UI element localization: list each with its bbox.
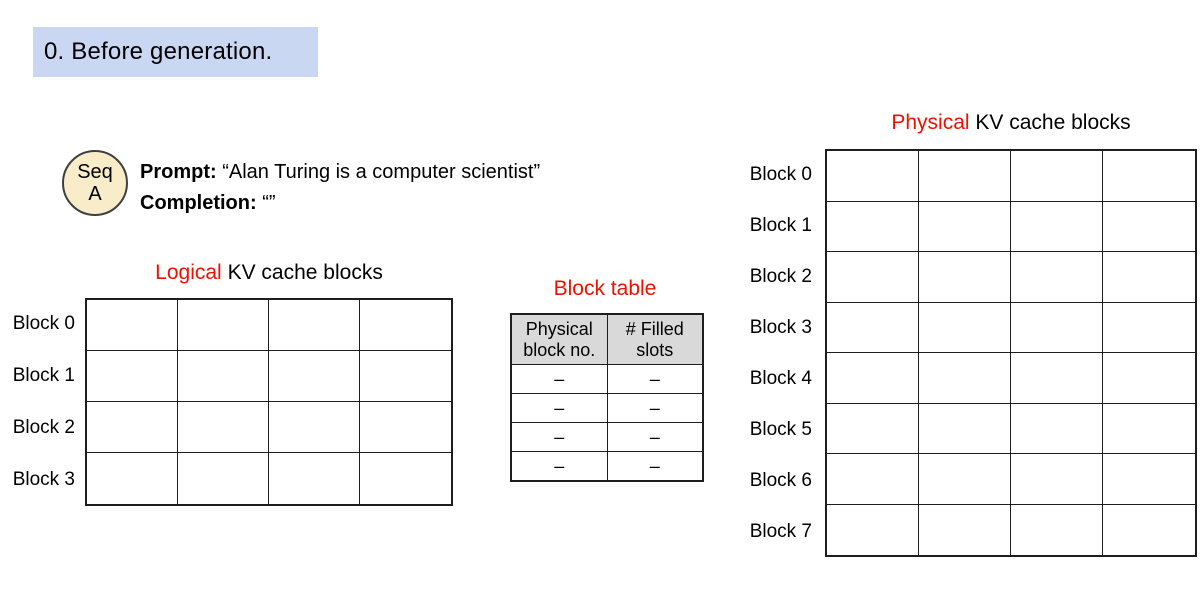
kv-cell (360, 402, 451, 453)
logical-title-accent: Logical (155, 261, 222, 284)
page-title: 0. Before generation. (33, 27, 318, 77)
row-label: Block 7 (749, 520, 812, 542)
physical-kv-grid (825, 149, 1197, 557)
kv-cell (1011, 505, 1103, 556)
kv-cell (919, 151, 1011, 202)
block-table-cell: – (511, 394, 607, 423)
kv-cell (87, 351, 178, 402)
kv-cell (1103, 454, 1195, 505)
logical-kv-grid (85, 298, 453, 506)
block-table-body (511, 365, 703, 482)
kv-cell (919, 353, 1011, 404)
kv-cell (827, 505, 919, 556)
kv-cell (1103, 505, 1195, 556)
physical-row-labels (715, 149, 812, 557)
physical-title-accent: Physical (891, 111, 970, 134)
prompt-block (140, 157, 540, 219)
kv-cell (827, 252, 919, 303)
kv-cell (1011, 202, 1103, 253)
kv-cell (1103, 151, 1195, 202)
sequence-badge-bottom: A (88, 183, 102, 205)
kv-cell (827, 404, 919, 455)
block-table-header-filled: # Filled slots (607, 314, 703, 365)
kv-cell (1011, 404, 1103, 455)
block-table-row (511, 394, 703, 423)
block-table-cell: – (607, 394, 703, 423)
kv-cell (919, 252, 1011, 303)
logical-row-labels (0, 298, 75, 506)
block-table-header-row (511, 314, 703, 365)
kv-cell (87, 453, 178, 504)
kv-cell (360, 453, 451, 504)
block-table-cell: – (511, 452, 607, 482)
row-label: Block 4 (749, 367, 812, 389)
row-label: Block 1 (749, 214, 812, 236)
kv-cell (827, 202, 919, 253)
kv-cell (269, 402, 360, 453)
completion-value: “” (256, 192, 276, 214)
kv-cell (87, 402, 178, 453)
kv-cell (1011, 303, 1103, 354)
kv-cell (1011, 353, 1103, 404)
kv-cell (178, 453, 269, 504)
block-table-row (511, 452, 703, 482)
completion-line (140, 188, 540, 219)
block-table-row (511, 365, 703, 394)
kv-cell (1011, 151, 1103, 202)
kv-cell (919, 404, 1011, 455)
kv-cell (269, 453, 360, 504)
kv-cell (827, 454, 919, 505)
row-label: Block 2 (749, 265, 812, 287)
kv-cell (919, 454, 1011, 505)
block-table-title: Block table (553, 277, 657, 300)
kv-cell (919, 202, 1011, 253)
row-label: Block 0 (12, 313, 75, 334)
kv-cell (178, 402, 269, 453)
kv-cell (178, 300, 269, 351)
prompt-value: “Alan Turing is a computer scientist” (216, 161, 541, 183)
block-table (510, 313, 704, 482)
kv-cell (360, 351, 451, 402)
row-label: Block 6 (749, 469, 812, 491)
kv-cell (360, 300, 451, 351)
row-label: Block 2 (12, 417, 75, 438)
block-table-cell: – (511, 423, 607, 452)
kv-cell (178, 351, 269, 402)
kv-cell (919, 505, 1011, 556)
kv-cell (827, 353, 919, 404)
row-label: Block 3 (12, 469, 75, 490)
block-table-cell: – (607, 452, 703, 482)
kv-cell (827, 303, 919, 354)
kv-cell (1011, 252, 1103, 303)
row-label: Block 0 (749, 163, 812, 185)
kv-cell (1103, 353, 1195, 404)
prompt-line (140, 157, 540, 188)
kv-cell (1011, 454, 1103, 505)
block-table-header (511, 314, 703, 365)
kv-cell (1103, 252, 1195, 303)
kv-cell (1103, 202, 1195, 253)
kv-cell (269, 300, 360, 351)
sequence-badge (62, 150, 128, 216)
logical-blocks-title (85, 261, 453, 285)
physical-title-rest: KV cache blocks (969, 111, 1131, 134)
row-label: Block 1 (12, 365, 75, 386)
sequence-badge-top: Seq (77, 161, 113, 183)
logical-title-rest: KV cache blocks (221, 261, 383, 284)
block-table-header-physical: Physical block no. (511, 314, 607, 365)
kv-cell (87, 300, 178, 351)
block-table-cell: – (607, 365, 703, 394)
kv-cell (1103, 303, 1195, 354)
row-label: Block 3 (749, 316, 812, 338)
physical-blocks-title (825, 111, 1197, 135)
kv-cell (827, 151, 919, 202)
kv-cell (919, 303, 1011, 354)
block-table-cell: – (607, 423, 703, 452)
kv-cell (269, 351, 360, 402)
block-table-cell: – (511, 365, 607, 394)
prompt-label: Prompt: (140, 161, 217, 183)
kv-cell (1103, 404, 1195, 455)
block-table-row (511, 423, 703, 452)
completion-label: Completion: (140, 192, 257, 214)
row-label: Block 5 (749, 418, 812, 440)
